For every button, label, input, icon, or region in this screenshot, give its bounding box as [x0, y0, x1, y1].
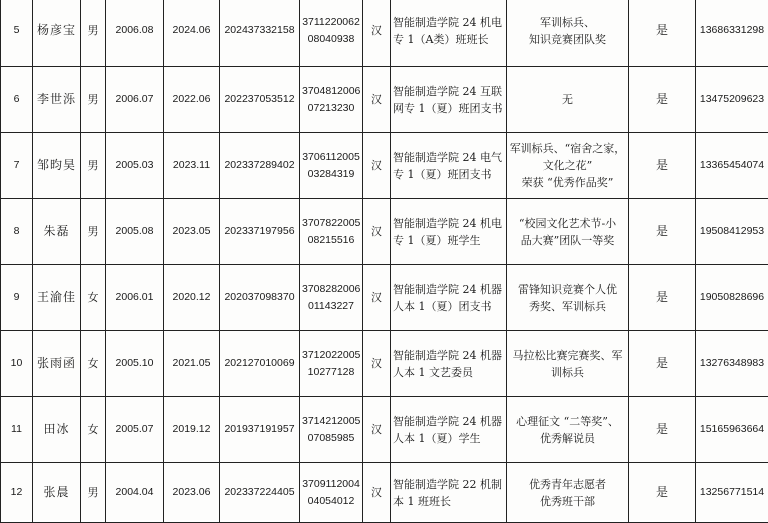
gender: 男: [81, 133, 106, 199]
position: [391, 397, 507, 463]
row-index: 8: [1, 199, 33, 265]
id-number: [300, 199, 363, 265]
id-number-line-2: 07213230: [302, 100, 360, 117]
position: [391, 133, 507, 199]
award-line: 知识竞赛团队奖: [509, 31, 626, 48]
award-line: 优秀解说员: [509, 430, 626, 447]
position-line-2: 专 1（夏）班学生: [393, 232, 504, 249]
member-status: 是: [629, 265, 696, 331]
id-number-line-1: 3707822005: [302, 215, 360, 232]
ethnicity: 汉: [363, 133, 391, 199]
row-index: 6: [1, 67, 33, 133]
awards: [507, 199, 629, 265]
id-number-line-1: 3709112004: [302, 476, 360, 493]
award-line: 军训标兵、: [509, 14, 626, 31]
birth-date: 2006.07: [106, 67, 164, 133]
gender: 男: [81, 67, 106, 133]
ethnicity: 汉: [363, 67, 391, 133]
student-id: 202337197956: [220, 199, 300, 265]
id-number-line-1: 3708282006: [302, 281, 360, 298]
gender: 男: [81, 0, 106, 67]
id-number-line-2: 03284319: [302, 166, 360, 183]
join-date: 2022.06: [164, 67, 220, 133]
member-status: 是: [629, 331, 696, 397]
birth-date: 2004.04: [106, 463, 164, 523]
table-row: [1, 463, 768, 523]
member-status: 是: [629, 463, 696, 523]
position-line-2: 网专 1（夏）班团支书: [393, 100, 504, 117]
member-status: 是: [629, 67, 696, 133]
phone-number: 19050828696: [696, 265, 768, 331]
awards: [507, 133, 629, 199]
awards: [507, 67, 629, 133]
student-id: 201937191957: [220, 397, 300, 463]
birth-date: 2005.03: [106, 133, 164, 199]
id-number: [300, 0, 363, 67]
award-line: 马拉松比赛完赛奖、军: [509, 347, 626, 364]
position: [391, 199, 507, 265]
member-status: 是: [629, 397, 696, 463]
award-line: 荣获 “优秀作品奖”: [509, 174, 626, 191]
member-status: 是: [629, 0, 696, 67]
join-date: 2023.06: [164, 463, 220, 523]
id-number: [300, 67, 363, 133]
student-name: 张晨: [33, 463, 81, 523]
award-line: 雷锋知识竞赛个人优: [509, 281, 626, 298]
student-id: 202337224405: [220, 463, 300, 523]
position-line-1: 智能制造学院 24 电气: [393, 149, 504, 166]
ethnicity: 汉: [363, 199, 391, 265]
row-index: 11: [1, 397, 33, 463]
gender: 女: [81, 397, 106, 463]
position-line-1: 智能制造学院 24 机电: [393, 215, 504, 232]
ethnicity: 汉: [363, 0, 391, 67]
award-line: 品大赛”团队一等奖: [509, 232, 626, 249]
award-line: 文化之花”: [509, 157, 626, 174]
phone-number: 13256771514: [696, 463, 768, 523]
birth-date: 2005.10: [106, 331, 164, 397]
position-line-2: 专 1（夏）班团支书: [393, 166, 504, 183]
position-line-2: 人本 1 文艺委员: [393, 364, 504, 381]
id-number-line-2: 08040938: [302, 31, 360, 48]
phone-number: 13475209623: [696, 67, 768, 133]
gender: 女: [81, 265, 106, 331]
awards: [507, 0, 629, 67]
awards: [507, 265, 629, 331]
join-date: 2020.12: [164, 265, 220, 331]
birth-date: 2006.01: [106, 265, 164, 331]
join-date: 2023.11: [164, 133, 220, 199]
ethnicity: 汉: [363, 397, 391, 463]
id-number: [300, 265, 363, 331]
student-name: 田冰: [33, 397, 81, 463]
awards: [507, 463, 629, 523]
id-number-line-1: 3704812006: [302, 83, 360, 100]
gender: 男: [81, 463, 106, 523]
award-line: 训标兵: [509, 364, 626, 381]
student-id: 202037098370: [220, 265, 300, 331]
id-number-line-1: 3706112005: [302, 149, 360, 166]
phone-number: 13276348983: [696, 331, 768, 397]
gender: 男: [81, 199, 106, 265]
table-row: [1, 199, 768, 265]
row-index: 10: [1, 331, 33, 397]
student-id: 202437332158: [220, 0, 300, 67]
id-number: [300, 397, 363, 463]
id-number: [300, 463, 363, 523]
student-name: 杨彦宝: [33, 0, 81, 67]
table-row: [1, 265, 768, 331]
member-status: 是: [629, 199, 696, 265]
table-row: [1, 133, 768, 199]
row-index: 5: [1, 0, 33, 67]
position-line-2: 人本 1（夏）学生: [393, 430, 504, 447]
award-line: 秀奖、军训标兵: [509, 298, 626, 315]
award-line: 无: [509, 91, 626, 108]
id-number: [300, 133, 363, 199]
student-name: 张雨函: [33, 331, 81, 397]
table-row: [1, 397, 768, 463]
join-date: 2023.05: [164, 199, 220, 265]
award-line: 军训标兵、“宿舍之家，: [509, 140, 626, 157]
award-line: 优秀班干部: [509, 493, 626, 510]
awards: [507, 331, 629, 397]
table-row: [1, 331, 768, 397]
phone-number: 19508412953: [696, 199, 768, 265]
gender: 女: [81, 331, 106, 397]
award-line: “校园文化艺术节-小: [509, 215, 626, 232]
birth-date: 2006.08: [106, 0, 164, 67]
position-line-1: 智能制造学院 24 机电: [393, 14, 504, 31]
award-line: 优秀青年志愿者: [509, 476, 626, 493]
student-name: 朱磊: [33, 199, 81, 265]
member-status: 是: [629, 133, 696, 199]
id-number-line-2: 01143227: [302, 298, 360, 315]
position: [391, 463, 507, 523]
student-name: 李世泺: [33, 67, 81, 133]
student-id: 202127010069: [220, 331, 300, 397]
ethnicity: 汉: [363, 265, 391, 331]
position-line-2: 本 1 班班长: [393, 493, 504, 510]
position: [391, 67, 507, 133]
id-number-line-1: 3712022005: [302, 347, 360, 364]
id-number-line-2: 07085985: [302, 430, 360, 447]
birth-date: 2005.08: [106, 199, 164, 265]
id-number-line-2: 08215516: [302, 232, 360, 249]
join-date: 2019.12: [164, 397, 220, 463]
row-index: 7: [1, 133, 33, 199]
table-row: [1, 0, 768, 67]
join-date: 2024.06: [164, 0, 220, 67]
birth-date: 2005.07: [106, 397, 164, 463]
join-date: 2021.05: [164, 331, 220, 397]
table-row: [1, 67, 768, 133]
position: [391, 265, 507, 331]
id-number-line-1: 3711220062: [302, 14, 360, 31]
ethnicity: 汉: [363, 331, 391, 397]
position-line-1: 智能制造学院 24 机器: [393, 413, 504, 430]
student-name: 王渝佳: [33, 265, 81, 331]
id-number: [300, 331, 363, 397]
id-number-line-2: 10277128: [302, 364, 360, 381]
phone-number: 13365454074: [696, 133, 768, 199]
award-line: 心理征文 “二等奖”、: [509, 413, 626, 430]
ethnicity: 汉: [363, 463, 391, 523]
id-number-line-2: 04054012: [302, 493, 360, 510]
row-index: 12: [1, 463, 33, 523]
position-line-1: 智能制造学院 24 机器: [393, 281, 504, 298]
position-line-2: 人本 1（夏）团支书: [393, 298, 504, 315]
phone-number: 15165963664: [696, 397, 768, 463]
position: [391, 0, 507, 67]
phone-number: 13686331298: [696, 0, 768, 67]
student-id: 202337289402: [220, 133, 300, 199]
student-name: 邹昀昊: [33, 133, 81, 199]
position: [391, 331, 507, 397]
position-line-1: 智能制造学院 22 机制: [393, 476, 504, 493]
position-line-1: 智能制造学院 24 机器: [393, 347, 504, 364]
position-line-2: 专 1（A类）班班长: [393, 31, 504, 48]
id-number-line-1: 3714212005: [302, 413, 360, 430]
row-index: 9: [1, 265, 33, 331]
student-id: 202237053512: [220, 67, 300, 133]
position-line-1: 智能制造学院 24 互联: [393, 83, 504, 100]
awards: [507, 397, 629, 463]
